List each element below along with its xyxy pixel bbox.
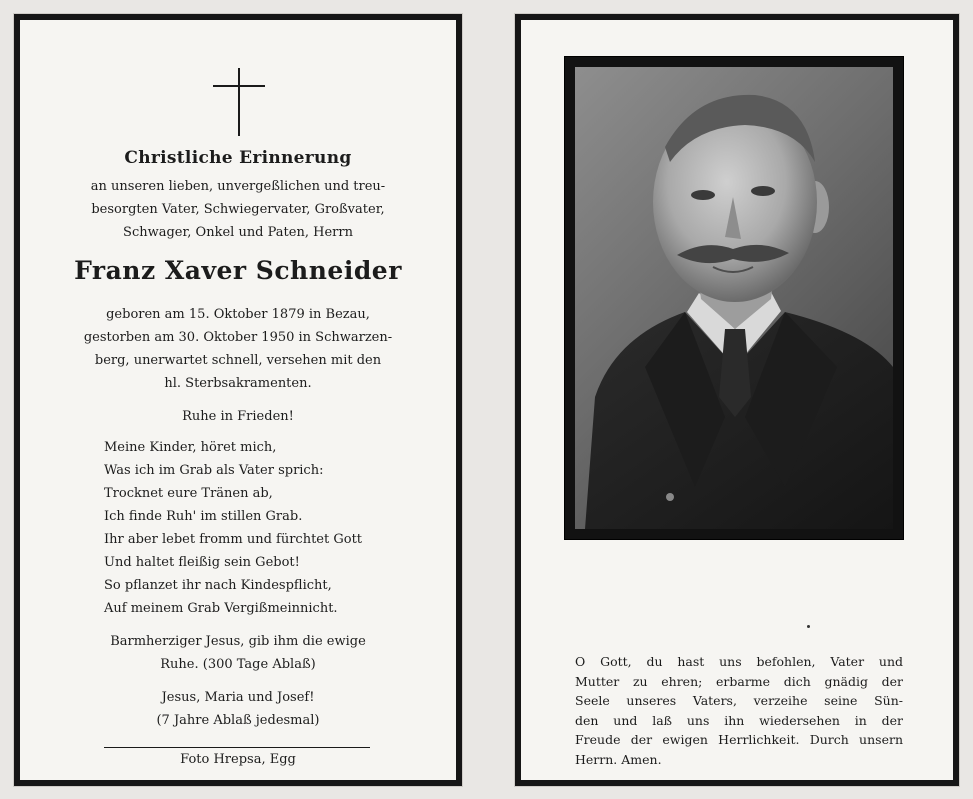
prayer-line: Freude der ewigen Herrlichkeit. Durch unsern [575,732,903,747]
bio-line-3: berg, unerwartet schnell, versehen mit den [94,353,382,368]
mercy-line-1: Barmherziger Jesus, gib ihm die ewige [110,634,366,649]
prayer-line: Herrn. Amen. [575,751,662,767]
poem-line: Meine Kinder, höret mich, [104,440,277,455]
prayer-line: den und laß uns ihn wiedersehen in der [575,712,903,728]
poem [104,436,362,620]
bio-line-1: geboren am 15. Oktober 1879 in Bezau, [106,307,370,322]
poem-line: Auf meinem Grab Vergißmeinnicht. [104,601,338,616]
portrait-frame [564,56,904,540]
bio-line-2: gestorben am 30. Oktober 1950 in Schwarzen- [83,330,393,345]
poem-line: Und haltet fleißig sein Gebot! [104,555,300,570]
card-title: Christliche Erinnerung [124,148,352,168]
footer-divider [104,747,370,748]
photo-credit: Foto Hrepsa, Egg [180,752,296,767]
poem-line: So pflanzet ihr nach Kindespflicht, [104,578,332,593]
prayer-line: Mutter zu ehren; erbarme dich gnädig der [575,673,903,689]
paper-speck [807,625,810,628]
poem-line: Ihr aber lebet fromm und fürchtet Gott [104,532,363,547]
prayer-line: O Gott, du hast uns befohlen, Vater und [575,654,903,669]
intro-line-3: Schwager, Onkel und Paten, Herrn [123,225,353,240]
portrait-photo [575,67,893,529]
bio-line-4: hl. Sterbsakramenten. [164,376,312,391]
mercy-line-2: Ruhe. (300 Tage Ablaß) [160,657,316,672]
prayer-text [575,652,903,769]
memorial-card-left [14,14,462,786]
prayer-line: Seele unseres Vaters, verzeihe seine Sün- [575,693,903,708]
deceased-name: Franz Xaver Schneider [74,256,402,285]
poem-line: Was ich im Grab als Vater sprich: [104,463,324,478]
intro-line-1: an unseren lieben, unvergeßlichen und treu- [90,179,386,194]
memorial-card-right [515,14,959,786]
jmj-line-1: Jesus, Maria und Josef! [161,690,315,705]
intro-line-2: besorgten Vater, Schwiegervater, Großvater, [91,202,385,217]
poem-line: Trocknet eure Tränen ab, [104,486,273,501]
jmj-line-2: (7 Jahre Ablaß jedesmal) [156,713,320,728]
portrait-illustration [575,67,893,529]
cross-icon [213,68,265,136]
rest-in-peace: Ruhe in Frieden! [182,409,294,424]
poem-line: Ich finde Ruh' im stillen Grab. [104,509,303,524]
